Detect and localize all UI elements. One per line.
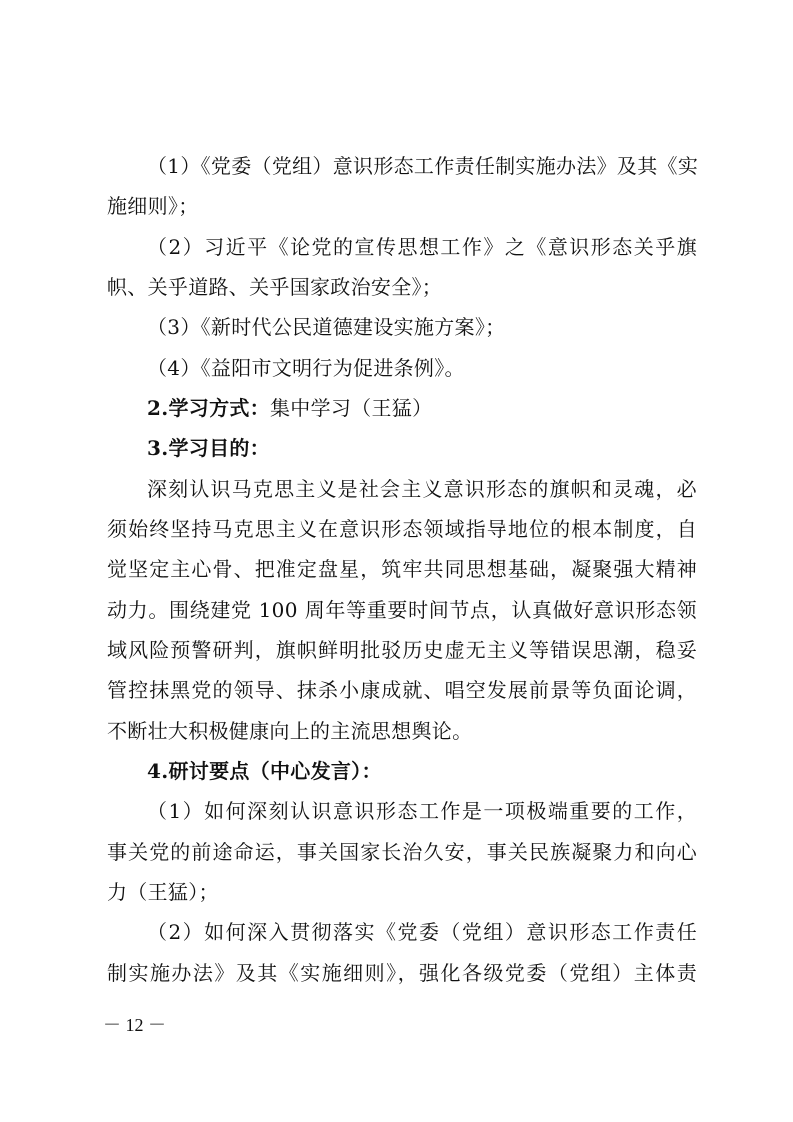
study-method-text: 集中学习（王猛） — [269, 396, 433, 420]
text-line: （1）《党委（党组）意识形态工作责任制实施办法》及其《实 — [147, 154, 699, 178]
text-line: （3）《新时代公民道德建设实施方案》； — [147, 315, 506, 339]
study-method-line — [147, 395, 697, 421]
text-line: 域风险预警研判，旗帜鲜明批驳历史虚无主义等错误思潮，稳妥 — [107, 638, 697, 662]
text-line: 力（王猛）； — [107, 880, 219, 904]
study-purpose-heading: 3.学习目的： — [147, 436, 270, 460]
text-line: 须始终坚持马克思主义在意识形态领域指导地位的根本制度，自 — [107, 517, 697, 541]
text-line: （4）《益阳市文明行为促进条例》。 — [147, 356, 465, 380]
page-number: － 12 － — [103, 1015, 166, 1035]
discussion-heading: 4.研讨要点（中心发言）： — [147, 759, 382, 783]
text-line: 制实施办法》及其《实施细则》，强化各级党委（党组）主体责 — [107, 961, 697, 985]
text-line: 施细则》； — [107, 194, 199, 218]
text-line: （2）如何深入贯彻落实《党委（党组）意识形态工作责任 — [147, 920, 697, 944]
text-line: （1）如何深刻认识意识形态工作是一项极端重要的工作， — [147, 799, 697, 823]
text-line: （2）习近平《论党的宣传思想工作》之《意识形态关乎旗 — [147, 235, 697, 259]
text-line: 深刻认识马克思主义是社会主义意识形态的旗帜和灵魂，必 — [147, 477, 697, 501]
text-line: 帜、关乎道路、关乎国家政治安全》； — [107, 275, 443, 299]
text-line: 不断壮大积极健康向上的主流思想舆论。 — [107, 719, 473, 743]
text-line: 管控抹黑党的领导、抹杀小康成就、唱空发展前景等负面论调， — [107, 678, 697, 702]
text-line: 动力。围绕建党 100 周年等重要时间节点，认真做好意识形态领 — [107, 598, 697, 622]
study-method-heading: 2.学习方式： — [147, 396, 270, 420]
text-line: 觉坚定主心骨、把准定盘星，筑牢共同思想基础，凝聚强大精神 — [107, 557, 697, 581]
text-line: 事关党的前途命运，事关国家长治久安，事关民族凝聚力和向心 — [107, 840, 697, 864]
